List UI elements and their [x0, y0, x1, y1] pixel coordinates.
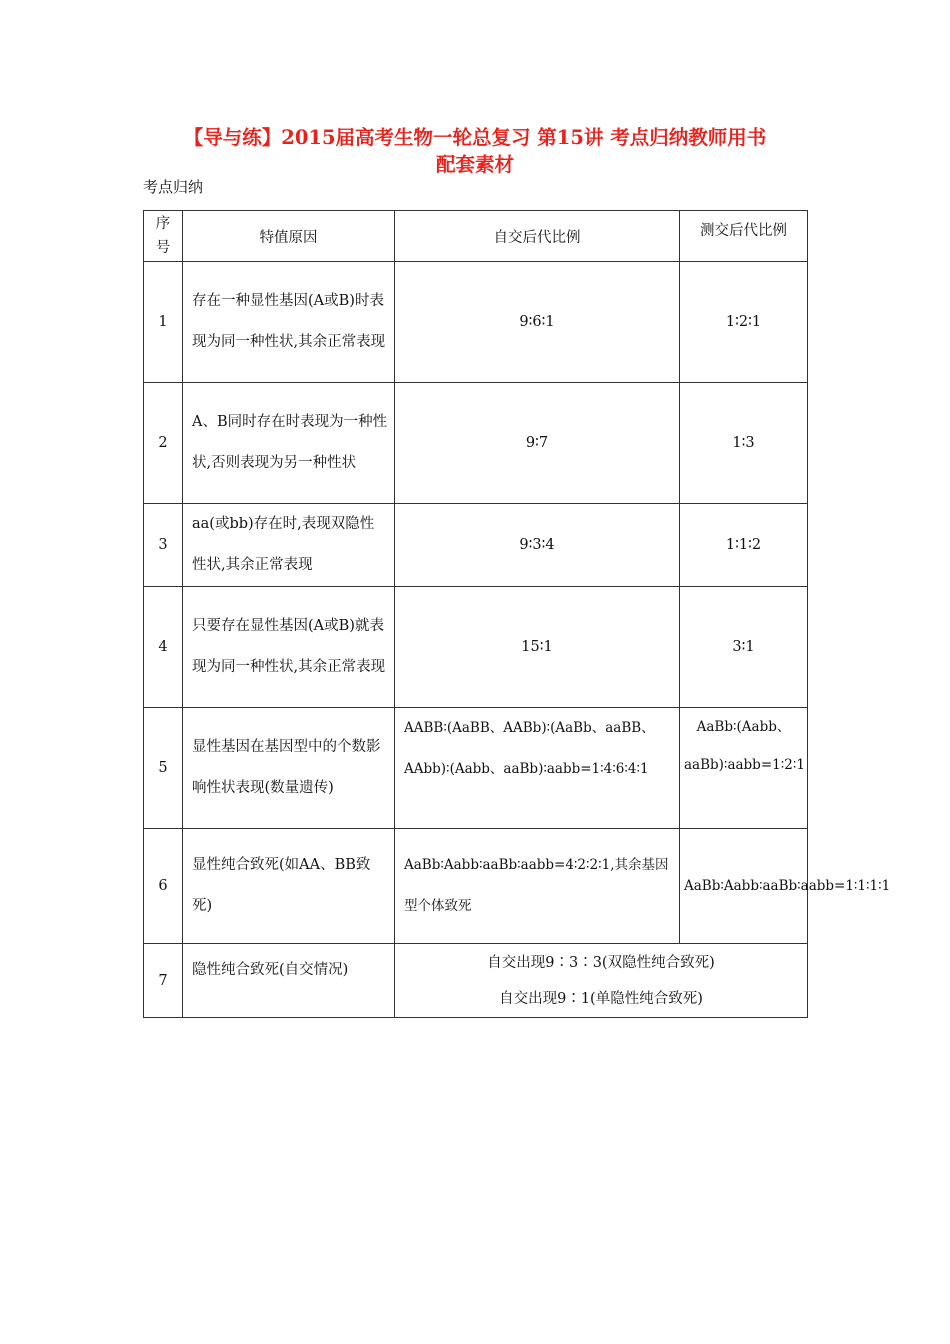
summary-table — [143, 210, 891, 1018]
header-testcross: 测交后代比例 — [680, 211, 808, 262]
row-testcross: 1∶3 — [680, 383, 808, 504]
row-selfcross: AaBb∶Aabb∶aaBb∶aabb=4∶2∶2∶1,其余基因型个体致死 — [395, 829, 680, 944]
row-testcross: 1∶2∶1 — [680, 262, 808, 383]
merged-line-2: 自交出现9∶1(单隐性纯合致死) — [499, 990, 703, 1007]
row-selfcross: 9∶6∶1 — [395, 262, 680, 383]
row-index: 3 — [144, 504, 183, 587]
row-selfcross: 9∶3∶4 — [395, 504, 680, 587]
row-index: 5 — [144, 708, 183, 829]
document-title — [143, 124, 807, 178]
row-testcross: 3∶1 — [680, 587, 808, 708]
row-index: 1 — [144, 262, 183, 383]
row-selfcross: 9∶7 — [395, 383, 680, 504]
header-row — [144, 211, 808, 262]
merged-line-1: 自交出现9∶3∶3(双隐性纯合致死) — [487, 954, 715, 971]
table-row — [144, 383, 808, 504]
table-row — [144, 504, 808, 587]
table-row — [144, 262, 808, 383]
header-cause: 特值原因 — [183, 211, 395, 262]
table-row — [144, 587, 808, 708]
table-row — [144, 944, 808, 1018]
title-line-2: 配套素材 — [435, 153, 514, 176]
table-row — [144, 708, 808, 829]
row-cause: 隐性纯合致死(自交情况) — [183, 944, 395, 1018]
table-row — [144, 829, 808, 944]
row-index: 7 — [144, 944, 183, 1018]
row-cause: 显性纯合致死(如AA、BB致死) — [183, 829, 395, 944]
row-cause: 显性基因在基因型中的个数影响性状表现(数量遗传) — [183, 708, 395, 829]
row-testcross: 1∶1∶2 — [680, 504, 808, 587]
row-selfcross: AABB∶(AaBB、AABb)∶(AaBb、aaBB、AAbb)∶(Aabb、aaBb)∶aabb=1∶4∶6∶4∶1 — [395, 708, 680, 829]
header-selfcross: 自交后代比例 — [395, 211, 680, 262]
row-index: 6 — [144, 829, 183, 944]
row-cause: A、B同时存在时表现为一种性状,否则表现为另一种性状 — [183, 383, 395, 504]
section-heading: 考点归纳 — [143, 178, 204, 196]
row-cause: 存在一种显性基因(A或B)时表现为同一种性状,其余正常表现 — [183, 262, 395, 383]
row-cause: 只要存在显性基因(A或B)就表现为同一种性状,其余正常表现 — [183, 587, 395, 708]
row-selfcross: 15∶1 — [395, 587, 680, 708]
row-index: 4 — [144, 587, 183, 708]
row-testcross: AaBb∶(Aabb、aaBb)∶aabb=1∶2∶1 — [680, 708, 808, 829]
row-testcross: AaBb∶Aabb∶aaBb∶aabb=1∶1∶1∶1 — [680, 829, 808, 944]
row-cause: aa(或bb)存在时,表现双隐性性状,其余正常表现 — [183, 504, 395, 587]
row-merged-result — [395, 944, 808, 1018]
row-index: 2 — [144, 383, 183, 504]
title-line-1: 【导与练】2015届高考生物一轮总复习 第15讲 考点归纳教师用书 — [183, 126, 767, 149]
header-index: 序 号 — [144, 211, 183, 262]
